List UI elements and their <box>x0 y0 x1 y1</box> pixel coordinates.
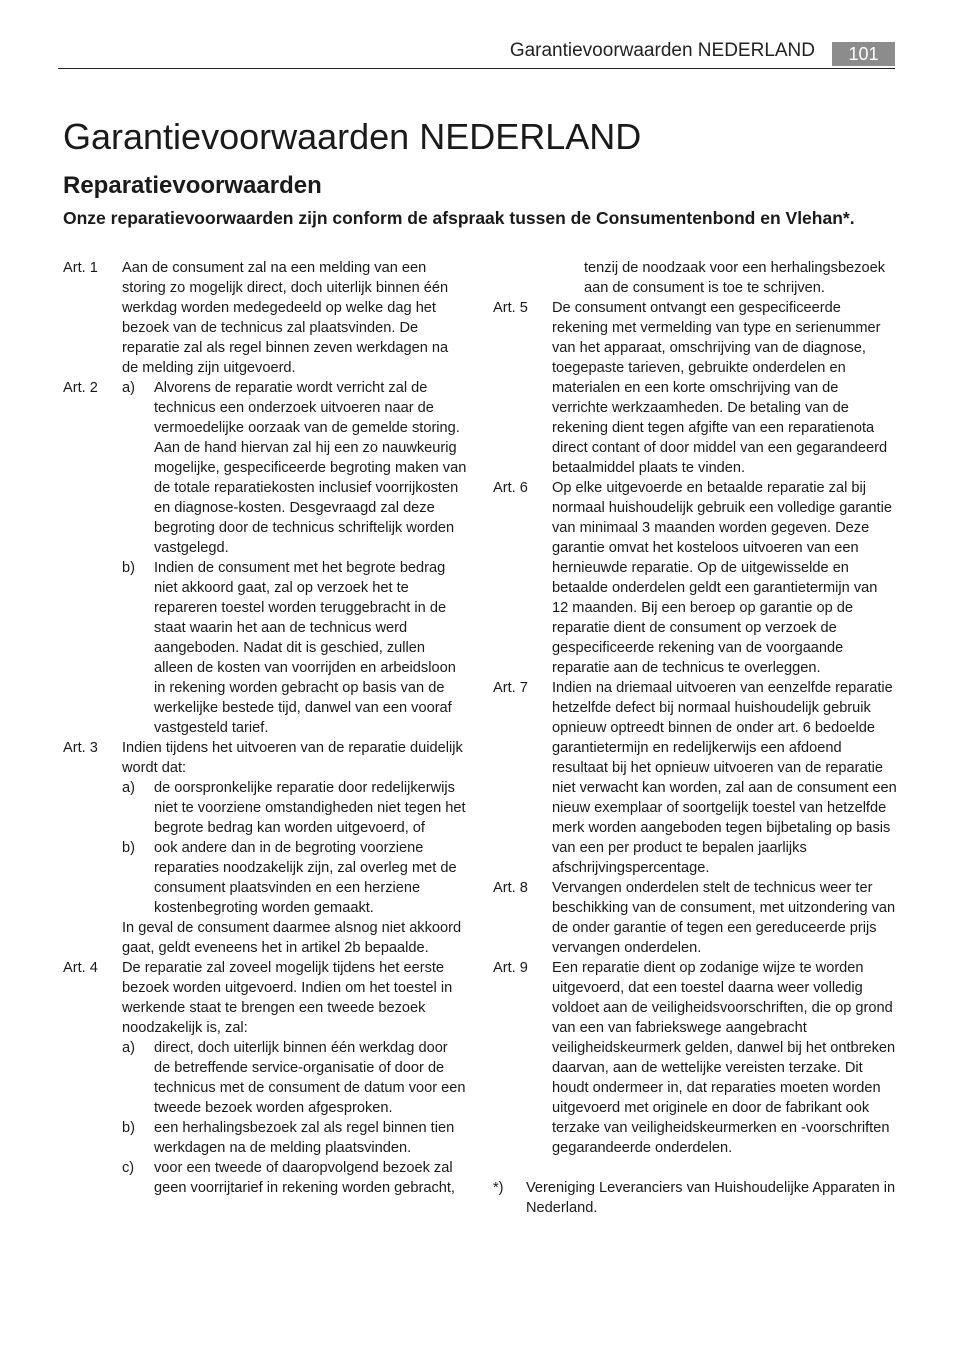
article-label: Art. 6 <box>493 480 528 496</box>
article-6 <box>493 478 897 678</box>
article-8 <box>493 878 897 958</box>
article-label: Art. 4 <box>63 960 98 976</box>
footnote-text: Vereniging Leveranciers van Huishoudelijke Apparaten in Nederland. <box>526 1180 896 1216</box>
article-text: Op elke uitgevoerde en betaalde reparatie zal bij normaal huishoudelijk gebruik een volledige garantie van minimaal 3 maanden worden gegeven. Deze garantie omvat het kosteloos uitvoeren van een hernieuwde reparatie. Op de uitgewisselde en betaalde onderdelen geldt een garantietermijn van 12 maanden. Bij een beroep op garantie op de reparatie dient de consument op verzoek de gespecificeerde rekening van de voorgaande reparatie aan de technicus te overleggen. <box>552 480 892 676</box>
article-4b: b) een herhalingsbezoek zal als regel binnen tien werkdagen na de melding plaatsvinden. <box>122 1120 455 1156</box>
article-4a: a) direct, doch uiterlijk binnen één werkdag door de betreffende service-organisatie of door de technicus met de consument de datum voor een tweede bezoek worden afgesproken. <box>122 1040 466 1116</box>
article-1 <box>63 258 467 378</box>
header-divider <box>58 68 895 69</box>
article-2b: b) Indien de consument met het begrote bedrag niet akkoord gaat, zal op verzoek het te repareren toestel worden teruggebracht in de staat waarin het aan de technicus werd aangeboden. Nadat dit is geschied, zullen alleen de kosten van voorrijden en arbeidsloon in rekening worden gebracht op basis van de werkelijke bestede tijd, danwel van een vooraf vastgesteld tarief. <box>122 560 456 736</box>
article-text: Indien na driemaal uitvoeren van eenzelfde reparatie hetzelfde defect bij normaal huishoudelijk gebruik opnieuw optreedt binnen de onder art. 6 bedoelde garantietermijn en redelijkerwijs een afdoend resultaat bij het opnieuw uitvoeren van de reparatie niet verwacht kan worden, zal aan de consument een nieuw exemplaar of soortgelijk toestel van hetzelfde merk worden aangeboden tegen bijbetaling op basis van een per product te bepalen jaarlijks afschrijvingspercentage. <box>552 680 897 876</box>
article-5 <box>493 298 897 478</box>
article-text: Vervangen onderdelen stelt de technicus weer ter beschikking van de consument, met uitzondering van de onder garantie of tegen een gereduceerde prijs vervangen onderdelen. <box>552 880 896 956</box>
article-text: Indien tijdens het uitvoeren van de reparatie duidelijk wordt dat: <box>122 740 463 776</box>
article-label: Art. 9 <box>493 960 528 976</box>
article-3b: b) ook andere dan in de begroting voorziene reparaties noodzakelijk zijn, zal overleg met de consument plaatsvinden en een herziene kostenbegroting worden gemaakt. <box>122 840 457 916</box>
article-4c: c) voor een tweede of daaropvolgend bezoek zal geen voorrijtarief in rekening worden gebracht, <box>122 1160 455 1196</box>
article-text: De reparatie zal zoveel mogelijk tijdens het eerste bezoek worden uitgevoerd. Indien om het toestel in werkende staat te brengen een tweede bezoek noodzakelijk is, zal: <box>122 960 453 1036</box>
article-label: Art. 7 <box>493 680 528 696</box>
article-text: De consument ontvangt een gespecificeerde rekening met vermelding van type en serienummer van het apparaat, omschrijving van de diagnose, toegepaste tarieven, gebruikte onderdelen en materialen en een korte omschrijving van de verrichte werkzaamheden. De betaling van de rekening dient tegen afgifte van een reparatienota direct contant of door middel van een gegarandeerd betaalmiddel plaats te vinden. <box>552 300 888 476</box>
left-column <box>63 258 467 1198</box>
article-4 <box>63 958 467 1198</box>
section-title: Reparatievoorwaarden <box>63 172 322 199</box>
article-2 <box>63 378 467 738</box>
article-3-closing: In geval de consument daarmee alsnog niet akkoord gaat, geldt eveneens het in artikel 2b bepaalde. <box>122 920 462 956</box>
article-label: Art. 1 <box>63 260 98 276</box>
article-label: Art. 3 <box>63 740 98 756</box>
article-7 <box>493 678 897 878</box>
article-label: Art. 5 <box>493 300 528 316</box>
footnote <box>493 1178 897 1218</box>
article-text: Een reparatie dient op zodanige wijze te worden uitgevoerd, dat een toestel daarna weer volledig voldoet aan de veiligheidsvoorschriften, die op grond van een van fabriekswege aangebracht veiligheidskeurmerk gelden, danwel bij het ontbreken daarvan, aan de wettelijke vereisten terzake. Dit houdt ondermeer in, dat reparaties moeten worden uitgevoerd met originele en door de fabrikant ook terzake van veiligheidskeurmerken en -voorschriften gegarandeerde onderdelen. <box>552 960 896 1156</box>
footnote-marker: *) <box>493 1180 504 1196</box>
article-text: Aan de consument zal na een melding van een storing zo mogelijk direct, doch uiterlijk binnen één werkdag worden medegedeeld op welke dag het bezoek van de technicus zal plaatsvinden. De reparatie zal als regel binnen zeven werkdagen na de melding zijn uitgevoerd. <box>122 260 449 376</box>
article-2a: a) Alvorens de reparatie wordt verricht zal de technicus een onderzoek uitvoeren naar de vermoedelijke oorzaak van de gemelde storing. Aan de hand hiervan zal hij een zo nauwkeurig mogelijke, gespecificeerde begroting maken van de totale reparatiekosten inclusief voorrijkosten en diagnose-kosten. Desgevraagd zal deze begroting door de technicus schriftelijk worden vastgelegd. <box>122 380 467 556</box>
running-header-title: Garantievoorwaarden NEDERLAND <box>509 40 815 61</box>
article-label: Art. 2 <box>63 380 98 396</box>
article-9 <box>493 958 897 1158</box>
article-4c-continuation: tenzij de noodzaak voor een herhalingsbezoek aan de consument is toe te schrijven. <box>584 260 886 296</box>
page-title: Garantievoorwaarden NEDERLAND <box>63 116 642 157</box>
article-3a: a) de oorspronkelijke reparatie door redelijkerwijs niet te voorziene omstandigheden niet tegen het begrote bedrag kan worden uitgevoerd, of <box>122 780 466 836</box>
intro-paragraph: Onze reparatievoorwaarden zijn conform de afspraak tussen de Consumentenbond en Vlehan*. <box>63 208 855 228</box>
right-column <box>493 258 897 1218</box>
article-3 <box>63 738 467 958</box>
article-label: Art. 8 <box>493 880 528 896</box>
page-number-badge: 101 <box>832 42 895 66</box>
